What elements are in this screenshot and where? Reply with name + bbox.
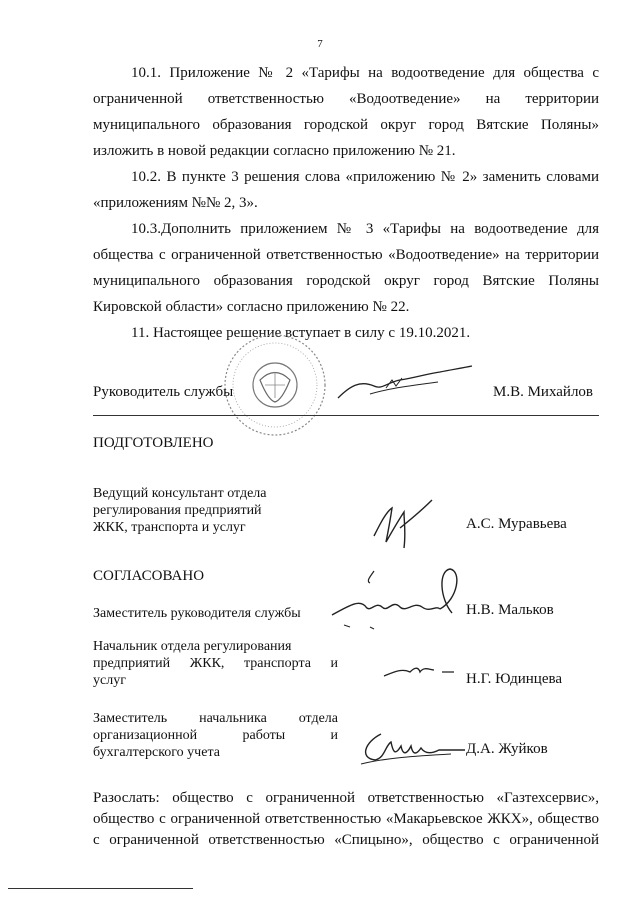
position-line: Начальник отдела регулирования	[93, 639, 292, 654]
head-handwritten-signature	[330, 364, 480, 404]
paragraph-11	[93, 320, 599, 346]
position-line: Заместитель руководителя службы	[93, 606, 301, 621]
footer-rule	[8, 888, 193, 889]
approved-name-3: Д.А. Жуйков	[466, 741, 548, 757]
paragraph-line: изложить в новой редакции согласно приложению № 21.	[93, 143, 456, 159]
approved-heading: СОГЛАСОВАНО	[93, 568, 205, 584]
paragraph-10-3	[93, 216, 599, 320]
approved-handwritten-signature-2	[380, 662, 460, 682]
position-line: регулирования предприятий	[93, 503, 262, 518]
distribution-line: Разослать: общество с ограниченной ответственностью «Газтехсервис»,	[93, 790, 599, 806]
official-seal	[220, 330, 330, 440]
position-line: услуг	[93, 673, 126, 688]
approved-name-2: Н.Г. Юдинцева	[466, 671, 563, 687]
distribution-list	[93, 788, 599, 851]
distribution-line: с ограниченной ответственностью «Спицыно», общество с ограниченной	[93, 832, 599, 848]
position-line: организационной работы и	[93, 728, 338, 743]
position-line: Ведущий консультант отдела	[93, 486, 267, 501]
approved-handwritten-signature-3	[355, 728, 470, 768]
page-number: 7	[317, 38, 323, 50]
paragraph-10-1	[93, 60, 599, 164]
position-line: Заместитель начальника отдела	[93, 711, 338, 726]
prepared-position	[93, 485, 338, 536]
approved-position-3	[93, 710, 338, 761]
head-name: М.В. Михайлов	[493, 384, 594, 400]
paragraph-line: муниципального образования городской округ город Вятские Поляны	[93, 273, 599, 289]
position-line: бухгалтерского учета	[93, 745, 220, 760]
position-line: ЖКК, транспорта и услуг	[93, 520, 246, 535]
paragraph-line: Кировской области» согласно приложению № 22.	[93, 299, 410, 315]
paragraph-line: 10.3.Дополнить приложением № 3 «Тарифы на водоотведение для	[131, 221, 599, 237]
approved-position-2	[93, 638, 338, 689]
paragraph-line: 11. Настоящее решение вступает в силу с 19.10.2021.	[131, 325, 471, 341]
prepared-name: А.С. Муравьева	[466, 516, 567, 532]
paragraph-line: общества с ограниченной ответственностью «Водоотведение» на территории	[93, 247, 599, 263]
paragraph-10-2	[93, 164, 599, 216]
divider-line	[93, 415, 599, 416]
prepared-heading: ПОДГОТОВЛЕНО	[93, 435, 214, 451]
prepared-handwritten-signature	[370, 498, 440, 553]
approved-name-1: Н.В. Мальков	[466, 602, 554, 618]
paragraph-line: 10.1. Приложение № 2 «Тарифы на водоотведение для общества с	[131, 65, 599, 81]
approved-position-1	[93, 605, 338, 622]
distribution-line: общество с ограниченной ответственностью «Макарьевское ЖКХ», общество	[93, 811, 599, 827]
paragraph-line: «приложениям №№ 2, 3».	[93, 195, 258, 211]
paragraph-line: муниципального образования городской округ город Вятские Поляны»	[93, 117, 599, 133]
paragraph-line: 10.2. В пункте 3 решения слова «приложению № 2» заменить словами	[131, 169, 599, 185]
position-line: предприятий ЖКК, транспорта и	[93, 656, 338, 671]
head-title: Руководитель службы	[93, 384, 234, 400]
approved-handwritten-signature-1	[330, 565, 470, 645]
paragraph-line: ограниченной ответственностью «Водоотведение» на территории	[93, 91, 599, 107]
